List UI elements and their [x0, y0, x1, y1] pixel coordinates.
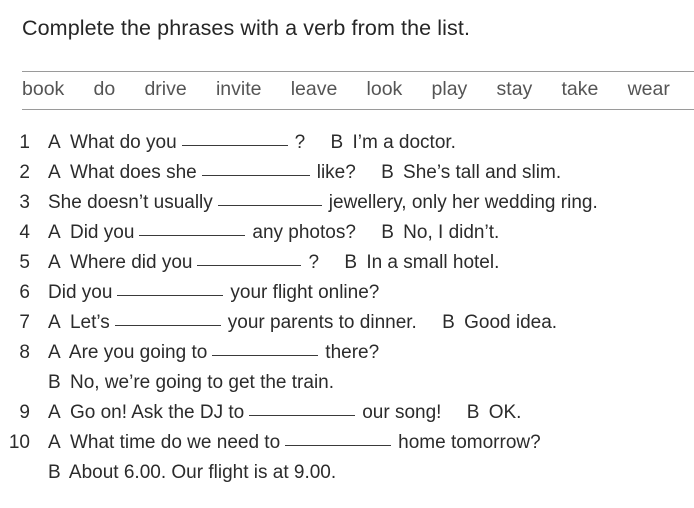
- prompt-after: home tomorrow?: [398, 432, 541, 453]
- item-number: 7: [19, 312, 30, 333]
- speaker-a-label: A: [48, 432, 61, 453]
- prompt-after: your parents to dinner.: [227, 312, 417, 333]
- prompt-after: like?: [316, 162, 356, 183]
- word-list-bottom-rule: [22, 109, 694, 110]
- speaker-b-label: B: [466, 402, 480, 423]
- answer-blank[interactable]: [197, 265, 301, 266]
- answer-blank[interactable]: [218, 205, 322, 206]
- speaker-b-label: B: [442, 312, 455, 333]
- exercise-item-9: [0, 398, 694, 428]
- item-number: 5: [19, 252, 30, 273]
- exercise-item-8: [0, 338, 694, 368]
- reply-text: No, we’re going to get the train.: [69, 372, 335, 393]
- speaker-a-label: A: [48, 402, 61, 423]
- word-look: look: [366, 78, 403, 100]
- item-number: 1: [19, 132, 30, 153]
- reply-text: In a small hotel.: [366, 252, 500, 273]
- exercise-title: Complete the phrases with a verb from the list.: [22, 16, 471, 40]
- speaker-a-label: A: [48, 222, 61, 243]
- prompt-after: ?: [308, 252, 320, 273]
- exercise-item-10: [0, 428, 694, 458]
- prompt-after: any photos?: [252, 222, 356, 243]
- answer-blank[interactable]: [115, 325, 221, 326]
- reply-text: About 6.00. Our flight is at 9.00.: [68, 462, 337, 483]
- exercise-item-6: [0, 278, 694, 308]
- exercise-item-2: [0, 158, 694, 188]
- word-book: book: [22, 78, 65, 100]
- word-do: do: [93, 78, 116, 100]
- answer-blank[interactable]: [212, 355, 318, 356]
- reply-text: No, I didn’t.: [403, 222, 500, 243]
- word-invite: invite: [215, 78, 262, 100]
- prompt-before: Are you going to: [68, 342, 208, 363]
- answer-blank[interactable]: [202, 175, 310, 176]
- prompt-before: What do you: [69, 132, 177, 153]
- exercise-item-1: [0, 128, 694, 158]
- exercise-item-4: [0, 218, 694, 248]
- answer-blank[interactable]: [249, 415, 355, 416]
- prompt-after: ?: [294, 132, 306, 153]
- prompt-after: jewellery, only her wedding ring.: [328, 192, 598, 213]
- speaker-a-label: A: [48, 252, 61, 273]
- prompt-before: She doesn’t usually: [48, 192, 213, 213]
- prompt-before: Where did you: [69, 252, 193, 273]
- exercise-item-7: [0, 308, 694, 338]
- item-number: 4: [19, 222, 30, 243]
- speaker-a-label: A: [48, 312, 61, 333]
- exercise-item-10-reply: [0, 458, 694, 488]
- reply-text: Good idea.: [464, 312, 558, 333]
- reply-text: OK.: [488, 402, 522, 423]
- prompt-after: our song!: [362, 402, 442, 423]
- word-wear: wear: [627, 78, 670, 100]
- answer-blank[interactable]: [182, 145, 288, 146]
- speaker-b-label: B: [344, 252, 358, 273]
- speaker-b-label: B: [330, 132, 344, 153]
- prompt-before: What time do we need to: [69, 432, 281, 453]
- item-number: 2: [19, 162, 30, 183]
- prompt-before: Did you: [69, 222, 135, 243]
- word-take: take: [561, 78, 599, 100]
- item-number: 10: [8, 432, 30, 453]
- word-leave: leave: [290, 78, 338, 100]
- item-number: 6: [19, 282, 30, 303]
- speaker-b-label: B: [48, 462, 61, 483]
- word-list-top-rule: [22, 71, 694, 72]
- prompt-after: your flight online?: [230, 282, 380, 303]
- prompt-before: Go on! Ask the DJ to: [69, 402, 245, 423]
- exercise-item-8-reply: [0, 368, 694, 398]
- reply-text: I’m a doctor.: [352, 132, 456, 153]
- word-list: [22, 78, 694, 104]
- item-number: 8: [19, 342, 30, 363]
- prompt-before: Let’s: [69, 312, 110, 333]
- answer-blank[interactable]: [117, 295, 223, 296]
- prompt-before: What does she: [69, 162, 197, 183]
- speaker-a-label: A: [48, 342, 61, 363]
- answer-blank[interactable]: [285, 445, 391, 446]
- speaker-a-label: A: [48, 132, 61, 153]
- speaker-b-label: B: [381, 222, 394, 243]
- speaker-b-label: B: [381, 162, 394, 183]
- prompt-before: Did you: [48, 282, 113, 303]
- exercise-list: [0, 128, 694, 488]
- exercise-item-3: [0, 188, 694, 218]
- reply-text: She’s tall and slim.: [403, 162, 562, 183]
- word-play: play: [431, 78, 468, 100]
- word-stay: stay: [496, 78, 533, 100]
- exercise-item-5: [0, 248, 694, 278]
- answer-blank[interactable]: [139, 235, 245, 236]
- item-number: 3: [19, 192, 30, 213]
- speaker-a-label: A: [48, 162, 61, 183]
- prompt-after: there?: [325, 342, 380, 363]
- item-number: 9: [19, 402, 30, 423]
- speaker-b-label: B: [48, 372, 61, 393]
- word-drive: drive: [144, 78, 187, 100]
